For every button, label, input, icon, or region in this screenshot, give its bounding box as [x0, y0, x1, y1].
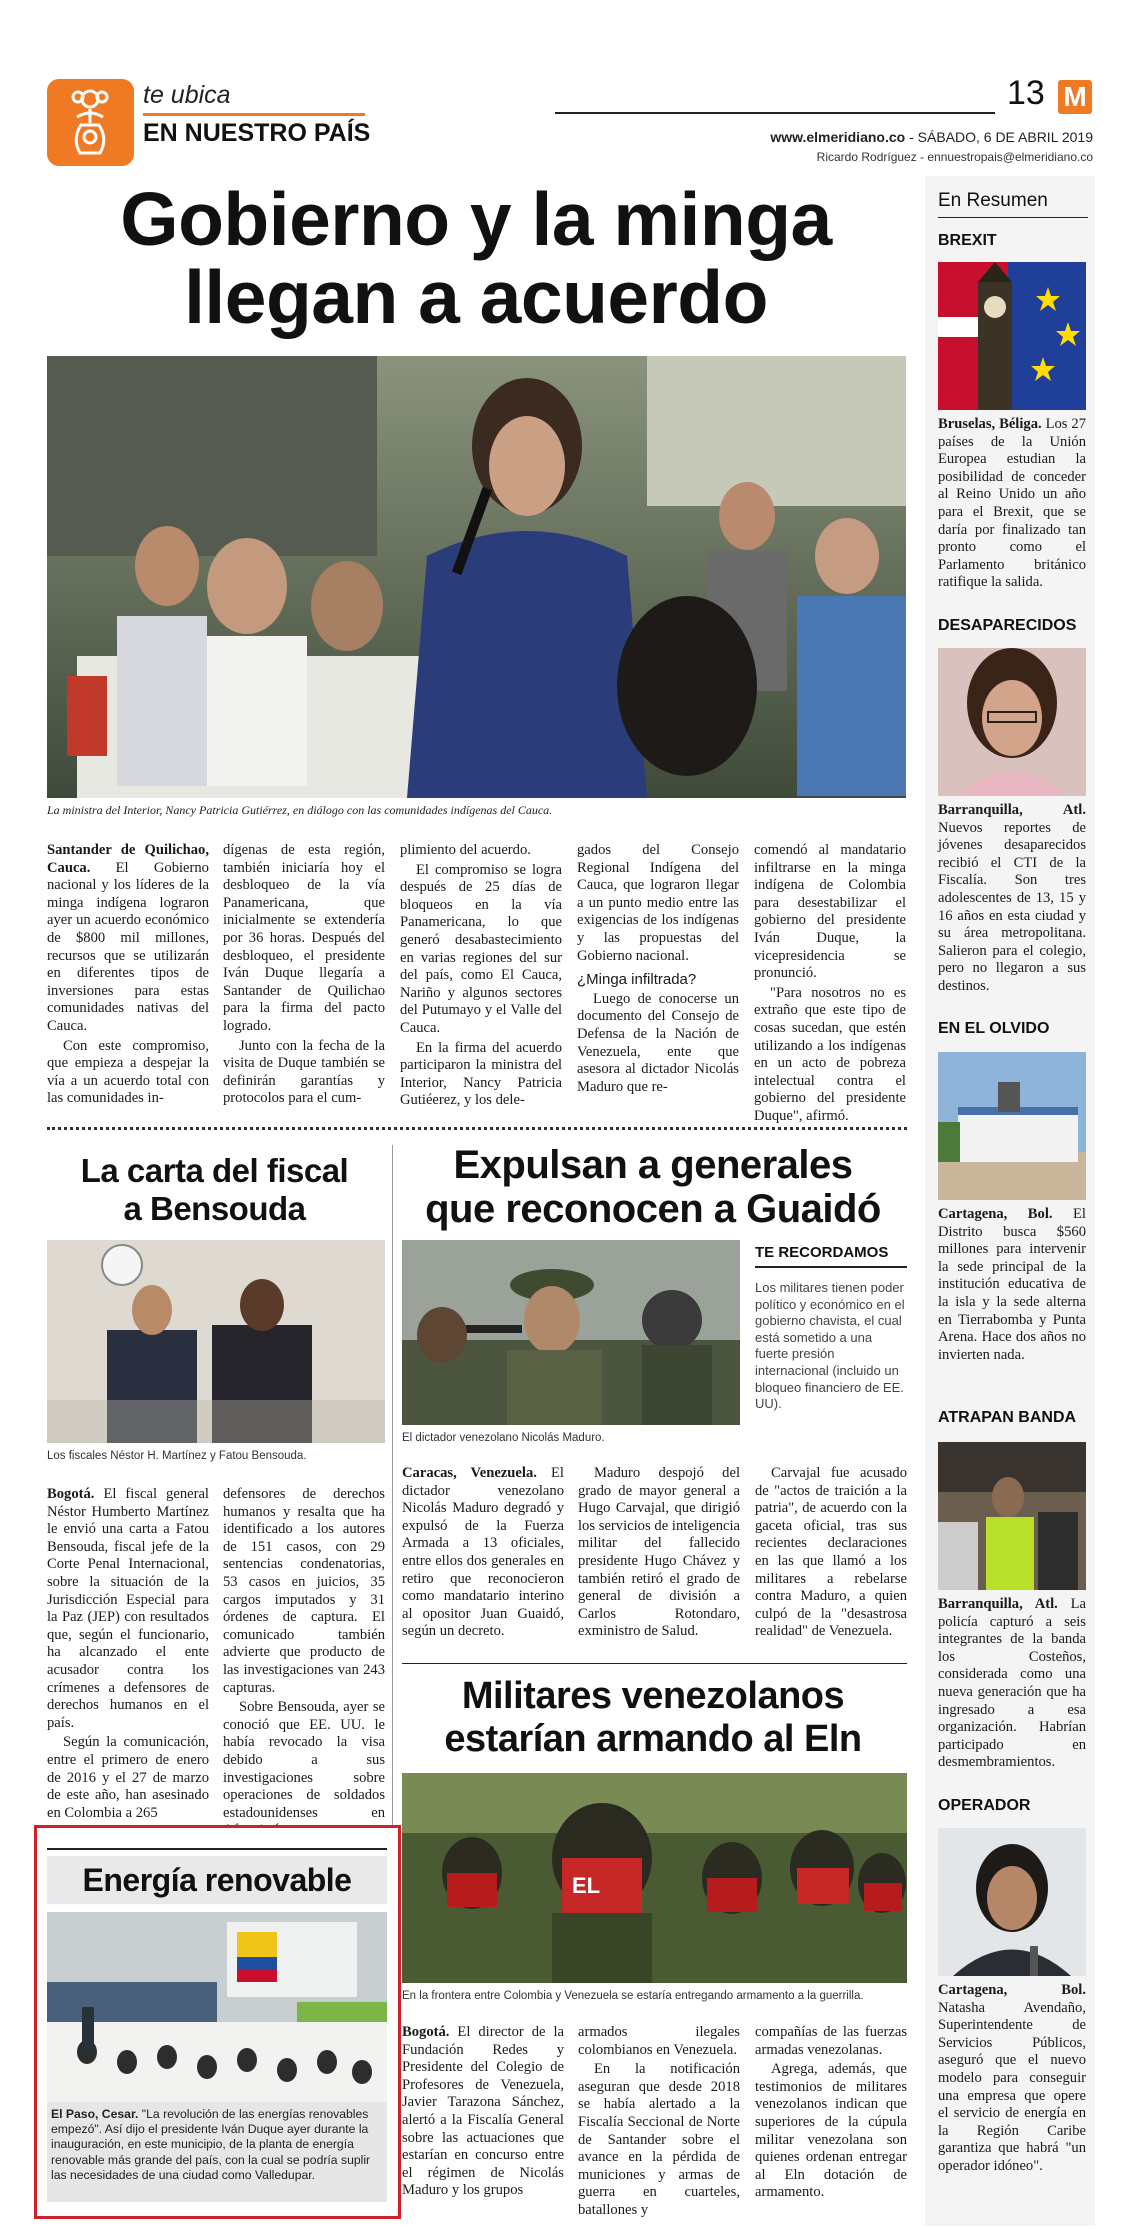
sidebar-title: En Resumen: [938, 190, 1048, 211]
sidebar-heading-banda: ATRAPAN BANDA: [938, 1409, 1077, 1426]
main-col1-p1: El Gobierno nacional y los líderes de la minga indígena lograron ayer un acuerdo económico de $800 mil millones, recursos que se utilizarán en diferentes tipos de inversiones para estas comunidades nativas del Cauca.: [47, 859, 209, 1034]
sidebar-body-olvido: El Distrito busca $560 millones para intervenir la sede principal de la institución educativa de la isla y la sede alterna en Tierrabomba y Punta Arena. Hace dos años no invierten nada.: [938, 1206, 1086, 1363]
militares-col-1: [402, 2024, 564, 2224]
main-photo: [47, 356, 906, 798]
militares-photo: [402, 1773, 907, 1983]
militares-headline: [398, 1675, 908, 1761]
expulsan-col3-p1: Carvajal fue acusado de "actos de traición a la patria", de acuerdo con la gaceta oficial, tras sus recientes declaraciones en las que llamó a los militares a rebelarse contra Maduro, a quien culpó de la "desastrosa realidad" de Venezuela.: [755, 1465, 907, 1640]
section-small-label: te ubica: [143, 81, 231, 109]
sidebar-title-rule: [938, 217, 1088, 218]
main-col-2: [223, 842, 385, 1122]
fiscal-headline: [47, 1152, 382, 1228]
fiscal-photo: [47, 1240, 385, 1443]
fiscal-headline-line2: a Bensouda: [123, 1190, 306, 1227]
recordamos-text: Los militares tienen poder político y económico en el gobierno chavista, el cual está sometido a una fuerte presión internacional (incluido un bloqueo financiero de EE. UU).: [755, 1280, 905, 1412]
main-col1-p2: Con este compromiso, que empieza a despejar la vía a un acuerdo total con las comunidades in-: [47, 1037, 209, 1107]
sidebar-heading-olvido: EN EL OLVIDO: [938, 1020, 1050, 1037]
main-col-1: [47, 842, 209, 1122]
column-separator-left: [392, 1145, 393, 1835]
sidebar-text-operador: [938, 1982, 1086, 2176]
militares-headline-line1: Militares venezolanos: [461, 1675, 845, 1717]
sidebar-body-desaparecidos: Nuevos reportes de jóvenes desaparecidos recibió el CTI de la Fiscalía. Son tres adolescentes de 13, 15 y 16 años en esta ciudad y su área metropolitana. Salieron para el colegio, pero no llegaron a sus destinos.: [938, 819, 1086, 994]
expulsan-photo-caption: El dictador venezolano Nicolás Maduro.: [402, 1432, 605, 1444]
sidebar-photo-olvido: [938, 1052, 1086, 1200]
main-col4-p2: Luego de conocerse un documento del Consejo de Defensa de la Nación de Venezuela, ente que asesora al dictador Nicolás Maduro que re-: [577, 990, 739, 1095]
energia-body: "La revolución de las energías renovables empezó". Así dijo el presidente Iván Duque ayer durante la inauguración, en este municipio, de la planta de energía renovable más grande del país, con la cual se podría suplir las necesidades de una ciudad como Valledupar.: [51, 2107, 371, 2182]
dateline-bar: [738, 129, 1093, 145]
fiscal-photo-image: [47, 1240, 385, 1443]
sidebar-body-brexit: Los 27 países de la Unión Europea estudian la posibilidad de conceder al Reino Unido un año para el Brexit, que se daría por finalizado tan pronto como el Parlamento británico ratifique la salida.: [938, 416, 1087, 591]
sidebar-dateline-desaparecidos: Barranquilla, Atl.: [938, 802, 1086, 818]
main-photo-caption: La ministra del Interior, Nancy Patricia Gutiérrez, en diálogo con las comunidades indígenas del Cauca.: [47, 803, 553, 817]
sidebar-photo-banda: [938, 1442, 1086, 1590]
expulsan-headline-line2: que reconocen a Guaidó: [425, 1187, 881, 1231]
sidebar-text-olvido: [938, 1206, 1086, 1364]
sidebar-photo-desaparecidos: [938, 648, 1086, 796]
sidebar-body-operador: Natasha Avendaño, Superintendente de Servicios Públicos, aseguró que el nuevo modelo para conseguir una empresa que opere el servicio de energía en la Región Caribe garantiza que habrá "un operador idóneo".: [938, 1999, 1086, 2174]
main-col5-p1: comendó al mandatario infiltrarse en la minga indígena de Colombia para desestabilizar el gobierno del presidente Iván Duque, la vicepresidencia se pronunció.: [754, 842, 906, 982]
militares-col3-p1: compañías de las fuerzas armadas venezolanas.: [755, 2024, 907, 2058]
main-col-5: [754, 842, 906, 1122]
banda-police-image: [938, 1442, 1086, 1590]
expulsan-col-3: [755, 1465, 907, 1655]
desaparecidos-portrait-image: [938, 648, 1086, 796]
fiscal-photo-caption: Los fiscales Néstor H. Martínez y Fatou Bensouda.: [47, 1450, 307, 1462]
section-divider-dotted: [47, 1127, 907, 1130]
main-col3-p3: En la firma del acuerdo participaron la ministra del Interior, Nancy Patricia Gutiéerez, y los dele-: [400, 1039, 562, 1109]
main-headline-line1: Gobierno y la minga: [120, 177, 832, 261]
energia-headline: Energía renovable: [82, 1862, 352, 1898]
main-photo-image: [47, 356, 906, 798]
energia-photo: [47, 1912, 387, 2102]
expulsan-bottom-rule: [402, 1663, 907, 1664]
fiscal-col2-p1: defensores de derechos humanos y resalta que ha identificado a los autores de 151 casos, con 29 sentencias condenatorias, 53 casos en juicios, 35 cargos imputados y 31 órdenes de captura. El comunicado también advierte que producto de las investigaciones van 243 capturas.: [223, 1486, 385, 1696]
main-col4-p1: gados del Consejo Regional Indígena del Cauca, que lograron llegar a un punto medio entre las exigencias de los indígenas y las propuestas del Gobierno nacional.: [577, 842, 739, 964]
section-logo: [47, 79, 134, 166]
militares-headline-line2: estarían armando al Eln: [444, 1718, 862, 1760]
main-col3-p2: El compromiso se logra después de 25 días de bloqueos en la vía Panamericana, lo que generó desabastecimiento en varias regiones del sur del país, como El Cauca, Nariño y algunos sectores del Putumayo y el Valle del Cauca.: [400, 861, 562, 1036]
sidebar-photo-operador: [938, 1828, 1086, 1976]
sidebar-heading-brexit: BREXIT: [938, 232, 997, 249]
militares-dateline: Bogotá.: [402, 2024, 450, 2040]
section-big-label: EN NUESTRO PAÍS: [143, 119, 371, 147]
masthead-rule: [555, 112, 995, 114]
militares-col1-p1: El director de la Fundación Redes y Presidente del Colegio de Profesores de Venezuela, Javier Tarazona Sánchez, alertó a la Fiscalía General sobre las actuaciones que estarían en concurso entre el régimen de Nicolás Maduro y los grupos: [402, 2024, 564, 2199]
main-col-3: [400, 842, 562, 1122]
expulsan-col1-p1: El dictador venezolano Nicolás Maduro degradó y expulsó de la Fuerza Armada a 13 oficiales, entre ellos dos generales en retiro que reconocieron como mandatario interino al opositor Juan Guaidó, según un decreto.: [402, 1465, 564, 1640]
expulsan-photo: [402, 1240, 740, 1425]
sidebar-text-desaparecidos: [938, 802, 1086, 996]
main-col2-p1: dígenas de esta región, también iniciaría hoy el desbloqueo de la vía Panamericana, que inicialmente se extendería por 36 horas. Después del desbloqueo, el presidente Iván Duque llegaría a Santander de Quilichao para la firma del pacto logrado.: [223, 842, 385, 1034]
expulsan-headline: [398, 1143, 908, 1231]
sidebar-dateline-brexit: Bruselas, Béliga.: [938, 416, 1042, 432]
sidebar-text-banda: [938, 1596, 1086, 1772]
energia-photo-image: [47, 1912, 387, 2102]
sidebar-heading-operador: OPERADOR: [938, 1797, 1031, 1814]
energia-dateline: El Paso, Cesar.: [51, 2107, 139, 2121]
brand-logo-letter: M: [1063, 81, 1087, 112]
page-credit: Ricardo Rodríguez - ennuestropais@elmeridiano.co: [816, 150, 1093, 164]
sidebar-dateline-operador: Cartagena, Bol.: [938, 1982, 1086, 1998]
main-col5-p2: "Para nosotros no es extraño que este tipo de cosas sucedan, que estén utilizando a los indígenas en un acto de pobreza intelectual contra el gobierno del presidente Duque", afirmó.: [754, 984, 906, 1124]
svg-text:EL: EL: [572, 1873, 601, 1898]
recordamos-rule: [755, 1266, 907, 1268]
fiscal-col1-p2: Según la comunicación, entre el primero de enero de 2016 y el 27 de marzo de este año, han asesinado en Colombia a 265: [47, 1734, 209, 1821]
main-headline-line2: llegan a acuerdo: [184, 255, 768, 339]
militares-col3-p2: Agrega, además, que testimonios de militares venezolanos indican que superiores de la cúpula militar venezolana son quienes ordenan entregar al Eln dotación de armamento.: [755, 2061, 907, 2201]
expulsan-col2-p1: Maduro despojó del grado de mayor general a Hugo Carvajal, que dirigió los servicios de inteligencia militar del fallecido presidente Hugo Chávez y también retiró el grado de general de división a Carlos Rotondaro, exministro de Salud.: [578, 1465, 740, 1640]
expulsan-dateline: Caracas, Venezuela.: [402, 1465, 537, 1481]
olvido-school-image: [938, 1052, 1086, 1200]
sidebar-text-brexit: [938, 416, 1086, 592]
sidebar-body-banda: La policía capturó a seis integrantes de la banda los Costeños, considerada como una nueva generación que ha ingresado a esa organización. Habrían participado en desmembramientos.: [938, 1596, 1086, 1771]
expulsan-headline-line1: Expulsan a generales: [453, 1143, 853, 1187]
expulsan-col-2: [578, 1465, 740, 1655]
militares-photo-caption: En la frontera entre Colombia y Venezuela se estaría entregando armamento a la guerrilla.: [402, 1990, 864, 2002]
expulsan-col-1: [402, 1465, 564, 1655]
sidebar-dateline-olvido: Cartagena, Bol.: [938, 1206, 1053, 1222]
issue-date: - SÁBADO, 6 DE ABRIL 2019: [905, 129, 1093, 145]
brexit-flag-image: [938, 262, 1086, 410]
operador-portrait-image: [938, 1828, 1086, 1976]
fiscal-headline-line1: La carta del fiscal: [80, 1152, 349, 1189]
main-dateline: Santander de Quilichao, Cauca.: [47, 842, 209, 876]
energia-text: [51, 2107, 383, 2183]
sidebar-dateline-banda: Barranquilla, Atl.: [938, 1596, 1058, 1612]
main-headline: [47, 177, 905, 339]
main-col2-p2: Junto con la fecha de la visita de Duque también se definirán garantías y protocolos para el cum-: [223, 1037, 385, 1107]
energia-top-rule: [47, 1848, 387, 1850]
militares-col-3: [755, 2024, 907, 2224]
expulsan-photo-image: [402, 1240, 740, 1425]
militares-col2-p2: En la notificación aseguran que desde 2018 se había alertado a la Fiscalía Seccional de Norte de Santander sobre el avance en la pérdida de municiones y armas de guerra en cuarteles, batallones y: [578, 2061, 740, 2218]
fiscal-col-2: [223, 1486, 385, 1826]
recordamos-title: TE RECORDAMOS: [755, 1244, 889, 1261]
main-col3-p1: plimiento del acuerdo.: [400, 842, 531, 858]
section-underline: [143, 113, 365, 116]
page-number: 13: [1007, 74, 1045, 112]
main-col4-subhead: ¿Minga infiltrada?: [577, 971, 697, 989]
fiscal-col-1: [47, 1486, 209, 1826]
sidebar-photo-brexit: [938, 262, 1086, 410]
militares-photo-image: [402, 1773, 907, 1983]
sidebar-heading-desaparecidos: DESAPARECIDOS: [938, 617, 1077, 634]
energia-highlight-box[interactable]: [34, 1825, 401, 2219]
fiscal-dateline: Bogotá.: [47, 1486, 95, 1502]
militares-col2-p1: armados ilegales colombianos en Venezuela.: [578, 2024, 740, 2058]
fiscal-col1-p1: El fiscal general Néstor Humberto Martínez le envió una carta a Fatou Bensouda, fiscal jefe de la Corte Penal Internacional, sobre la situación de la Jurisdicción Especial para la Paz (JEP) con resultados que, según el funcionario, ha alcanzado el ente acusador contra los crímenes a defensores de derechos humanos en el país.: [47, 1486, 209, 1731]
brand-logo: [1058, 80, 1092, 114]
main-col-4: [577, 842, 739, 1122]
militares-col-2: [578, 2024, 740, 2224]
site-url[interactable]: www.elmeridiano.co: [770, 129, 906, 145]
fiscal-col2-p2: Sobre Bensouda, ayer se conoció que EE. UU. le había revocado la visa debido a sus investigaciones sobre operaciones de soldados estadounidenses en: [223, 1699, 385, 1821]
section-figure-icon: [47, 79, 134, 166]
